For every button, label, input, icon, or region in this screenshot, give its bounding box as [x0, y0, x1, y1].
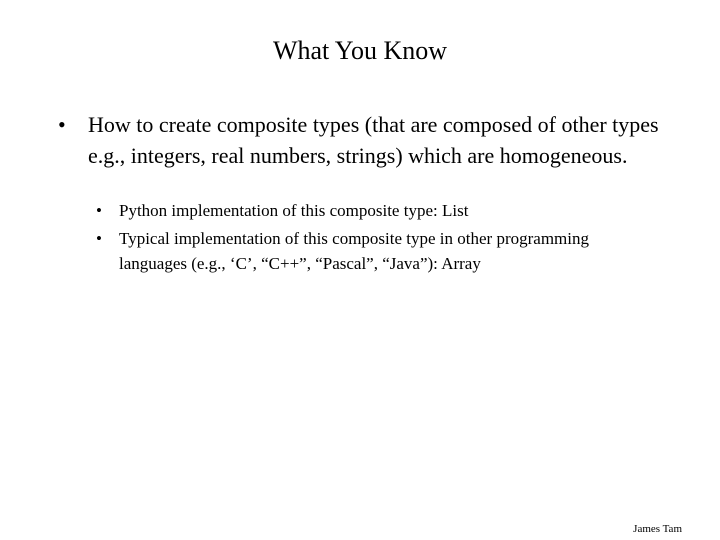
bullet-marker: • — [58, 112, 66, 137]
sub-bullet-list — [96, 198, 656, 279]
sub-bullet-text: Python implementation of this composite type: List — [119, 201, 469, 220]
sub-bullet-item — [96, 226, 656, 276]
footer-author: James Tam — [633, 523, 682, 535]
slide-title: What You Know — [272, 36, 448, 65]
sub-bullet-text: Typical implementation of this composite type in other programming languages (e.g., ‘C’, “C++”, “Pascal”, “Java”): Array — [119, 229, 589, 273]
sub-bullet-marker: • — [96, 201, 102, 220]
sub-bullet-item — [96, 198, 656, 223]
bullet-item — [58, 109, 668, 171]
bullet-text: How to create composite types (that are composed of other types e.g., integers, real numbers, strings) which are homogeneous. — [88, 112, 659, 168]
sub-bullet-marker: • — [96, 229, 102, 248]
